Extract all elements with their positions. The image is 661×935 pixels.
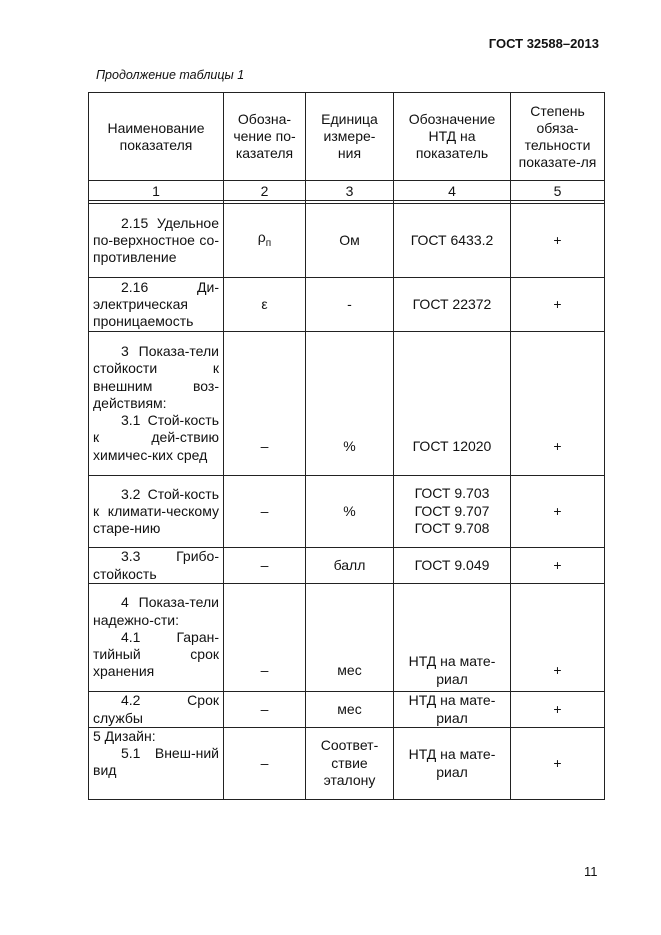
table-row: [89, 584, 605, 692]
indicator-degree: +: [511, 728, 605, 800]
indicator-name: 3 Показа-тели стойкости к внешним воз-действиям: 3.1 Стой-кость к дей-ствию химичес-ких сред: [89, 332, 224, 476]
indicator-symbol: –: [224, 728, 306, 800]
column-number: 2: [224, 181, 306, 201]
column-number: 5: [511, 181, 605, 201]
indicator-ntd: НТД на мате-риал: [394, 692, 511, 728]
table-row: [89, 692, 605, 728]
header-ntd: Обозначение НТД на показатель: [394, 93, 511, 181]
indicator-degree: +: [511, 476, 605, 548]
indicator-symbol: –: [224, 692, 306, 728]
indicator-ntd: НТД на мате-риал: [394, 728, 511, 800]
indicator-degree: +: [511, 692, 605, 728]
table-row: [89, 728, 605, 800]
indicator-symbol: –: [224, 332, 306, 476]
document-code: ГОСТ 32588–2013: [488, 36, 599, 51]
indicator-symbol: –: [224, 584, 306, 692]
indicator-name: 3.2 Стой-кость к климати-ческому старе-нию: [89, 476, 224, 548]
table-row: [89, 278, 605, 332]
column-number: 4: [394, 181, 511, 201]
indicator-unit: Ом: [306, 204, 394, 278]
indicator-unit: -: [306, 278, 394, 332]
table-header-row: [89, 93, 605, 181]
table-row: [89, 548, 605, 584]
indicator-ntd: ГОСТ 22372: [394, 278, 511, 332]
indicator-name: 2.16 Ди-электрическая проницаемость: [89, 278, 224, 332]
indicator-degree: +: [511, 332, 605, 476]
indicator-degree: +: [511, 204, 605, 278]
indicator-symbol: ε: [224, 278, 306, 332]
indicator-ntd: ГОСТ 9.049: [394, 548, 511, 584]
indicator-name: 5 Дизайн: 5.1 Внеш-ний вид: [89, 728, 224, 800]
indicator-symbol: –: [224, 476, 306, 548]
indicator-symbol: $\rho_п$: [224, 204, 306, 278]
column-number: 1: [89, 181, 224, 201]
table-row: [89, 204, 605, 278]
indicator-name: 4.2 Срок службы: [89, 692, 224, 728]
indicator-unit: мес: [306, 584, 394, 692]
indicator-name: 4 Показа-тели надежно-сти: 4.1 Гаран-тийный срок хранения: [89, 584, 224, 692]
header-indicator-name: Наименование показателя: [89, 93, 224, 181]
indicator-degree: +: [511, 584, 605, 692]
indicator-unit: Соответ-ствие эталону: [306, 728, 394, 800]
column-number-row: [89, 181, 605, 201]
indicator-name: 2.15 Удельное по-верхностное со-противление: [89, 204, 224, 278]
indicator-degree: +: [511, 278, 605, 332]
table-row: [89, 332, 605, 476]
header-symbol: Обозна-чение по-казателя: [224, 93, 306, 181]
header-degree: Степень обяза-тельности показате-ля: [511, 93, 605, 181]
page-number: 11: [584, 864, 598, 879]
indicator-ntd: ГОСТ 9.703 ГОСТ 9.707 ГОСТ 9.708: [394, 476, 511, 548]
indicators-table: [88, 92, 605, 800]
indicator-ntd: ГОСТ 12020: [394, 332, 511, 476]
indicator-name: 3.3 Грибо-стойкость: [89, 548, 224, 584]
column-number: 3: [306, 181, 394, 201]
indicator-unit: балл: [306, 548, 394, 584]
table-caption: Продолжение таблицы 1: [96, 68, 245, 82]
header-unit: Единица измере-ния: [306, 93, 394, 181]
indicator-degree: +: [511, 548, 605, 584]
indicator-unit: %: [306, 476, 394, 548]
indicator-ntd: ГОСТ 6433.2: [394, 204, 511, 278]
table-row: [89, 476, 605, 548]
indicator-symbol: –: [224, 548, 306, 584]
indicator-ntd: НТД на мате-риал: [394, 584, 511, 692]
indicator-unit: %: [306, 332, 394, 476]
indicator-unit: мес: [306, 692, 394, 728]
